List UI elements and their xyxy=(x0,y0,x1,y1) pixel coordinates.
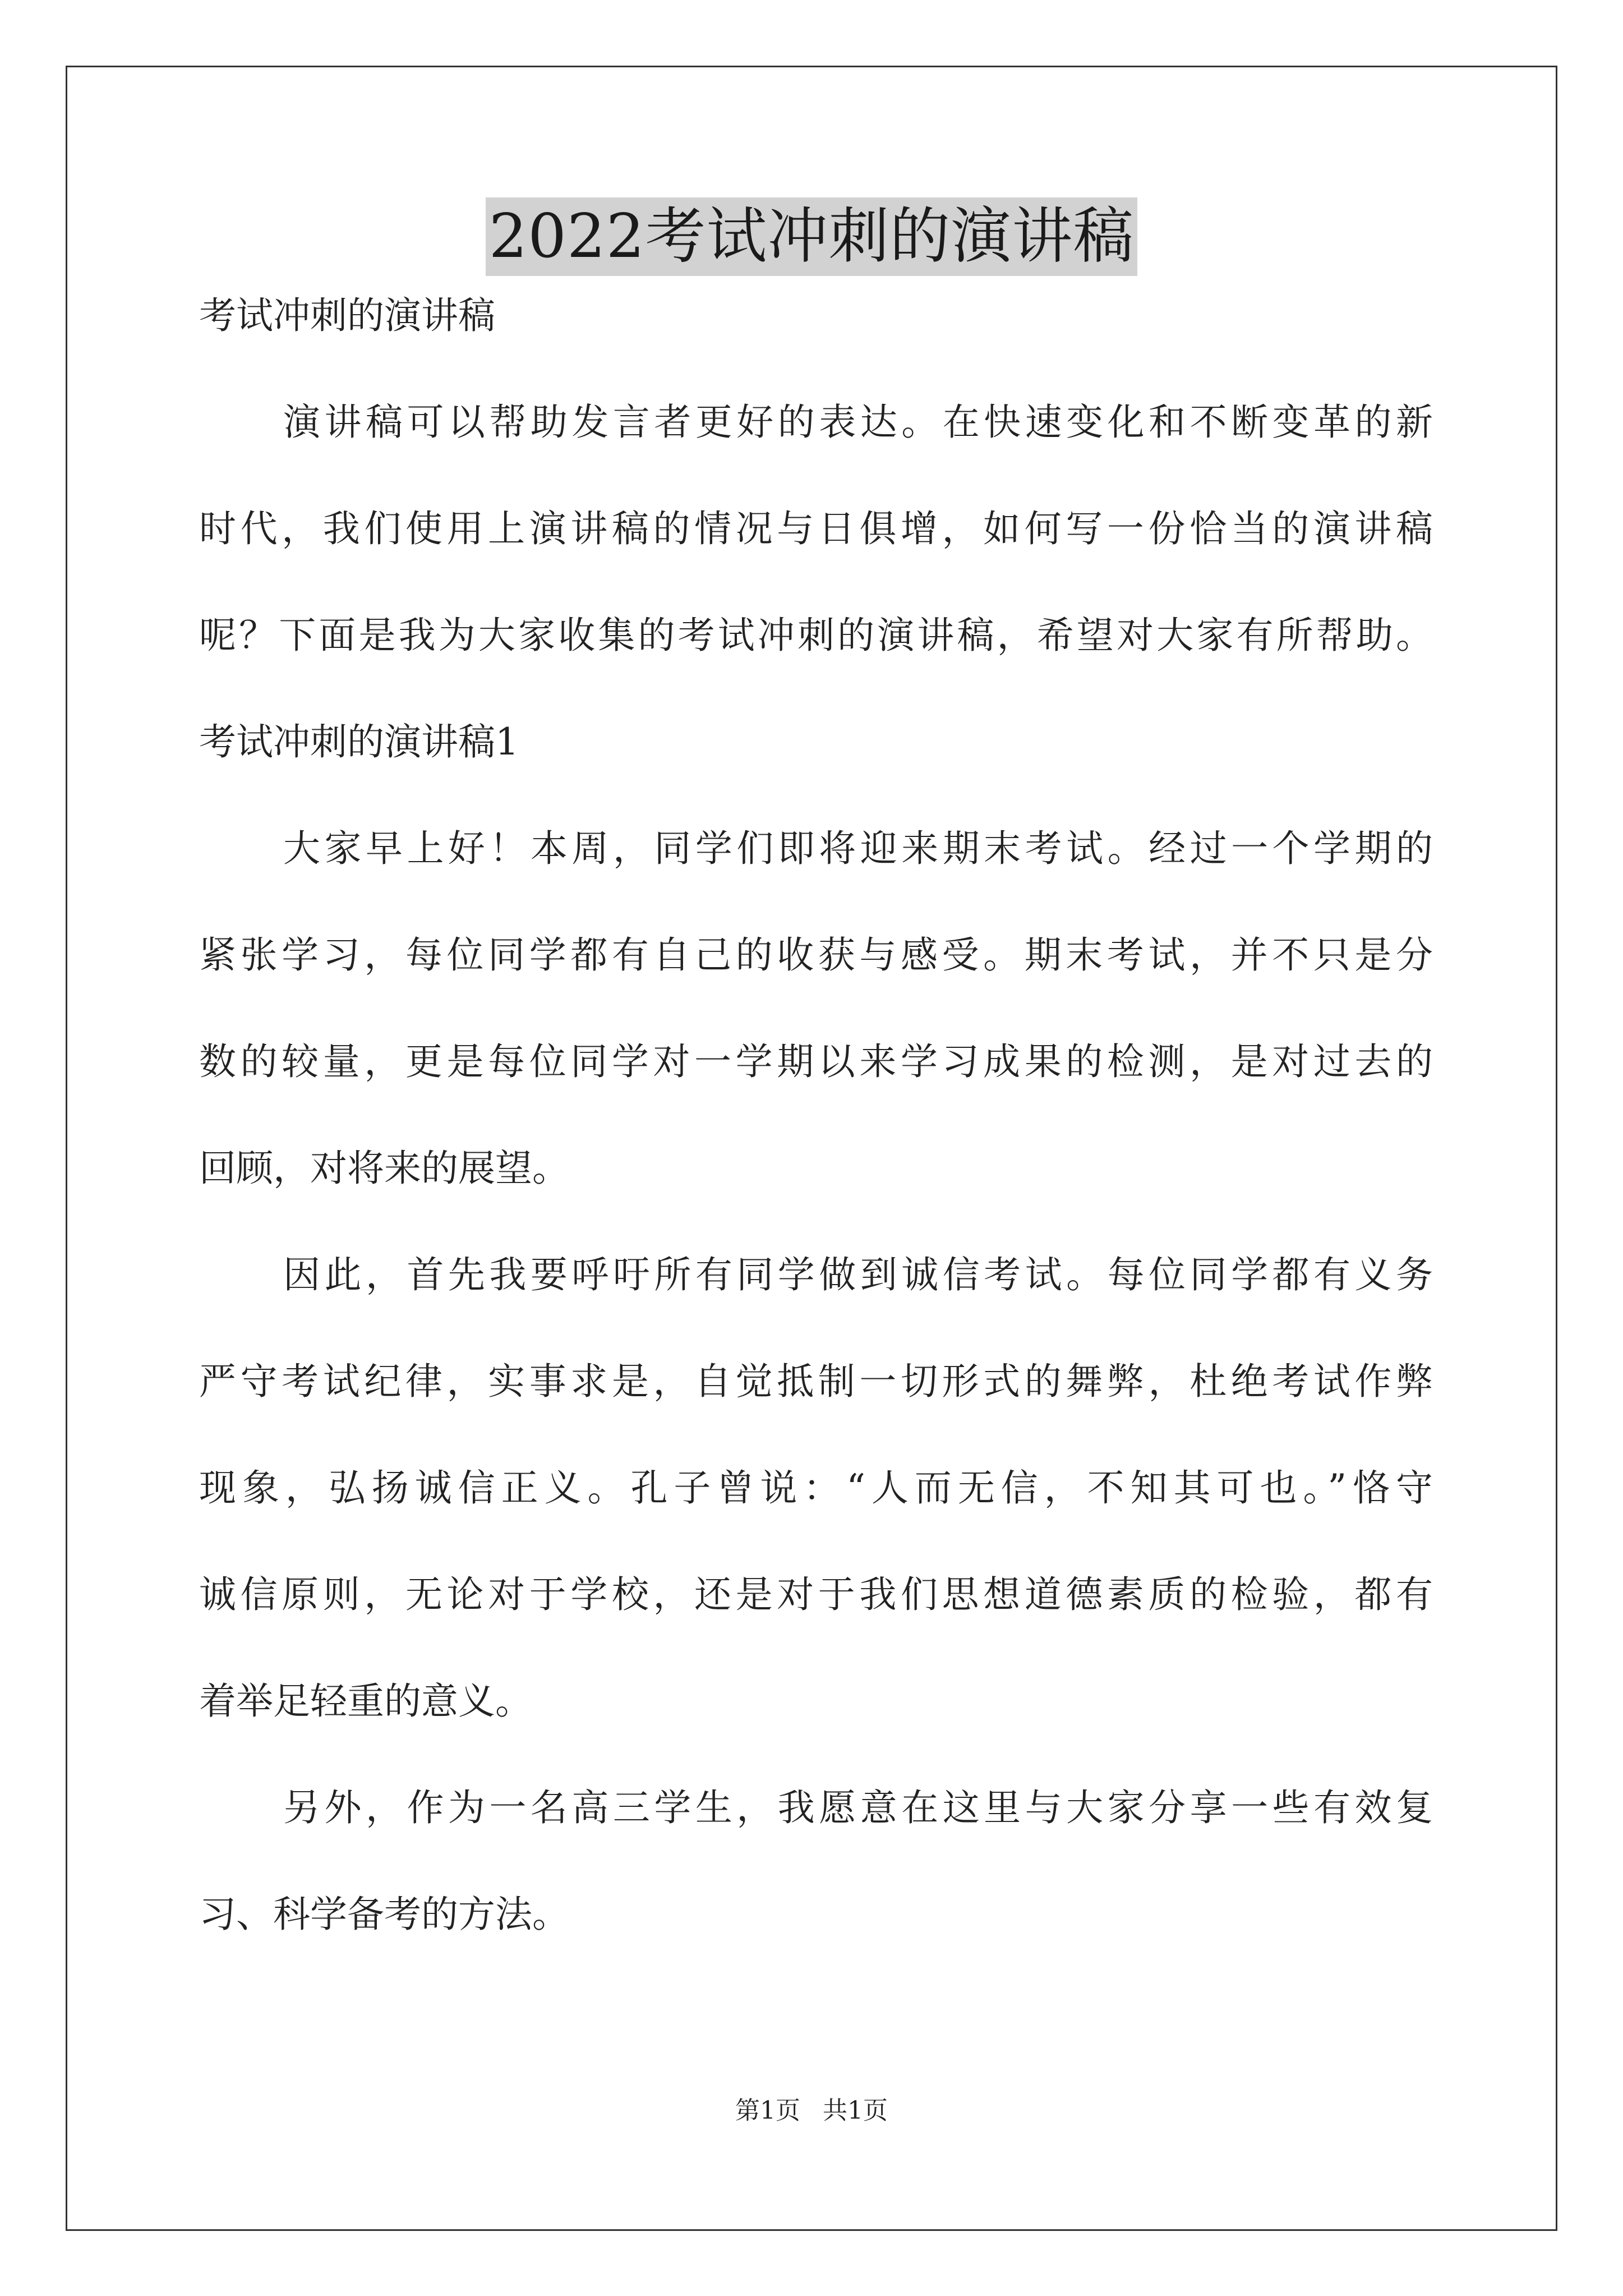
paragraph-line: 现象，弘扬诚信正义。孔子曾说：“人而无信，不知其可也。”恪守 xyxy=(199,1466,1433,1510)
paragraph-line: 回顾，对将来的展望。 xyxy=(199,1147,569,1190)
paragraph-line: 着举足轻重的意义。 xyxy=(199,1680,532,1723)
document-body xyxy=(199,294,1461,2003)
paragraph-line: 紧张学习，每位同学都有自己的收获与感受。期末考试，并不只是分 xyxy=(199,933,1433,977)
page-footer xyxy=(0,2097,1623,2125)
paragraph-line: 因此，首先我要呼吁所有同学做到诚信考试。每位同学都有义务 xyxy=(283,1253,1433,1296)
paragraph-line: 严守考试纪律，实事求是，自觉抵制一切形式的舞弊，杜绝考试作弊 xyxy=(199,1360,1433,1403)
paragraph-line: 演讲稿可以帮助发言者更好的表达。在快速变化和不断变革的新 xyxy=(283,401,1433,444)
subtitle-line: 考试冲刺的演讲稿 xyxy=(199,294,495,337)
section-heading: 考试冲刺的演讲稿1 xyxy=(199,720,519,763)
title-container xyxy=(0,197,1623,276)
paragraph-line: 诚信原则，无论对于学校，还是对于我们思想道德素质的检验，都有 xyxy=(199,1573,1433,1616)
document-title: 2022考试冲刺的演讲稿 xyxy=(486,197,1138,276)
page-number: 第1页 xyxy=(735,2096,800,2125)
paragraph-line: 数的较量，更是每位同学对一学期以来学习成果的检测，是对过去的 xyxy=(199,1040,1433,1083)
paragraph-line: 呢？下面是我为大家收集的考试冲刺的演讲稿，希望对大家有所帮助。 xyxy=(199,614,1433,657)
paragraph-line: 习、科学备考的方法。 xyxy=(199,1893,569,1936)
page-total: 共1页 xyxy=(823,2096,888,2125)
paragraph-line: 另外，作为一名高三学生，我愿意在这里与大家分享一些有效复 xyxy=(283,1786,1433,1829)
paragraph-line: 大家早上好！本周，同学们即将迎来期末考试。经过一个学期的 xyxy=(283,827,1433,870)
paragraph-line: 时代，我们使用上演讲稿的情况与日俱增，如何写一份恰当的演讲稿 xyxy=(199,507,1433,550)
